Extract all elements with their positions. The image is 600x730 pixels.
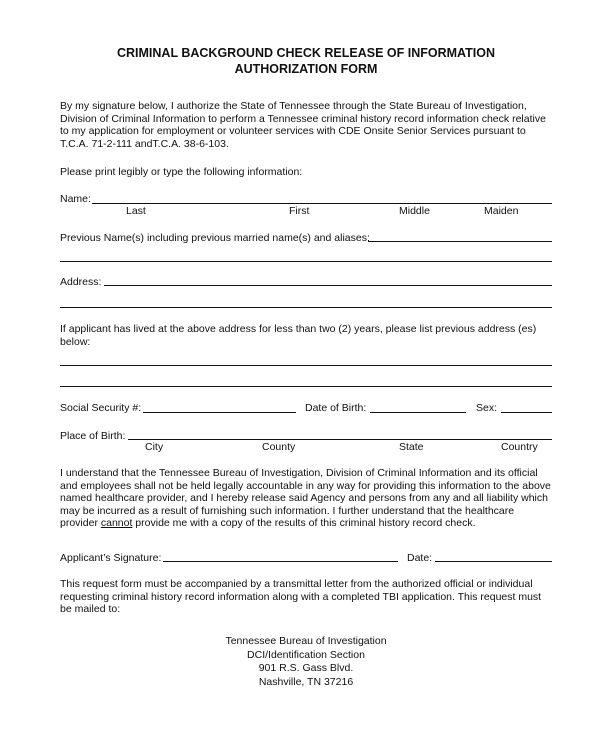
- address-field[interactable]: [104, 285, 552, 286]
- address-line: DCI/Identification Section: [247, 648, 365, 661]
- instruction-text: Please print legibly or type the following information:: [60, 166, 303, 178]
- mailing-paragraph: [60, 578, 555, 616]
- mailing-address-block: [0, 635, 600, 689]
- birthplace-sublabel-county: County: [262, 441, 296, 453]
- previous-address-field-1[interactable]: [60, 365, 552, 366]
- birthplace-label: Place of Birth:: [60, 430, 126, 442]
- mailing-line: This request form must be accompanied by a transmittal letter from the authorized official or individual: [60, 578, 533, 590]
- release-line: named healthcare provider, and I hereby release said Agency and persons from any and all liability which: [60, 492, 548, 504]
- mailing-line: requesting criminal history record information along with a completed TBI application. This request must: [60, 590, 542, 603]
- release-line: may be incurred as a result of furnishing such information. I further understand that the healthcare: [60, 504, 515, 517]
- address-line: Tennessee Bureau of Investigation: [225, 635, 387, 647]
- intro-line: to my application for employment or volunteer services with CDE Onsite Senior Services pursuant to: [60, 125, 526, 137]
- name-sublabel-maiden: Maiden: [484, 205, 519, 217]
- address-label: Address:: [60, 276, 102, 288]
- previous-names-field-line-2[interactable]: [60, 261, 552, 262]
- ssn-field[interactable]: [143, 412, 296, 413]
- address-field-line-2[interactable]: [60, 307, 552, 308]
- signature-field[interactable]: [163, 561, 398, 562]
- birthplace-field[interactable]: [128, 439, 552, 440]
- release-text: provide me with a copy of the results of this criminal history record check.: [132, 517, 476, 529]
- date-field[interactable]: [435, 561, 552, 562]
- form-title-line-2: AUTHORIZATION FORM: [234, 62, 378, 76]
- address-line: Nashville, TN 37216: [258, 675, 354, 688]
- release-emphasis: cannot: [100, 517, 133, 529]
- previous-address-text: If applicant has lived at the above address for less than two (2) years, please list previous address (es): [60, 323, 537, 335]
- birthplace-sublabel-city: City: [145, 441, 164, 453]
- name-sublabel-first: First: [289, 205, 310, 217]
- intro-line: T.C.A. 71-2-111 andT.C.A. 38-6-103.: [60, 137, 229, 150]
- intro-paragraph: [60, 100, 555, 150]
- previous-names-label: Previous Name(s) including previous married name(s) and aliases:: [60, 232, 370, 244]
- sex-field[interactable]: [501, 412, 552, 413]
- previous-address-text-2: below:: [60, 336, 91, 348]
- ssn-label: Social Security #:: [60, 402, 142, 414]
- sex-label: Sex:: [476, 402, 498, 414]
- release-line-5: [60, 517, 555, 530]
- name-label: Name:: [60, 193, 91, 205]
- name-sublabel-middle: Middle: [399, 205, 430, 217]
- previous-names-field[interactable]: [368, 241, 552, 242]
- form-title-line-1: CRIMINAL BACKGROUND CHECK RELEASE OF INFORMATION: [116, 46, 495, 60]
- release-text: provider: [60, 517, 101, 529]
- release-paragraph: [60, 467, 555, 530]
- date-label: Date:: [407, 552, 433, 564]
- birthplace-sublabel-state: State: [399, 441, 424, 453]
- dob-label: Date of Birth:: [305, 402, 367, 414]
- intro-line: Division of Criminal Information to perform a Tennessee criminal history record information check relative: [60, 112, 546, 125]
- birthplace-sublabel-country: Country: [501, 441, 538, 453]
- address-line: 901 R.S. Gass Blvd.: [258, 662, 354, 674]
- release-line: I understand that the Tennessee Bureau of Investigation, Division of Criminal Information and its official: [60, 467, 538, 479]
- release-line: and employees shall not be held legally accountable in any way for providing this information to the above: [60, 479, 551, 492]
- dob-field[interactable]: [370, 412, 466, 413]
- name-field[interactable]: [92, 203, 552, 204]
- signature-label: Applicant’s Signature:: [60, 552, 162, 564]
- name-sublabel-last: Last: [126, 205, 146, 217]
- previous-address-field-2[interactable]: [60, 386, 552, 387]
- mailing-line: be mailed to:: [60, 603, 121, 615]
- intro-line: By my signature below, I authorize the State of Tennessee through the State Bureau of Investigation,: [60, 100, 527, 112]
